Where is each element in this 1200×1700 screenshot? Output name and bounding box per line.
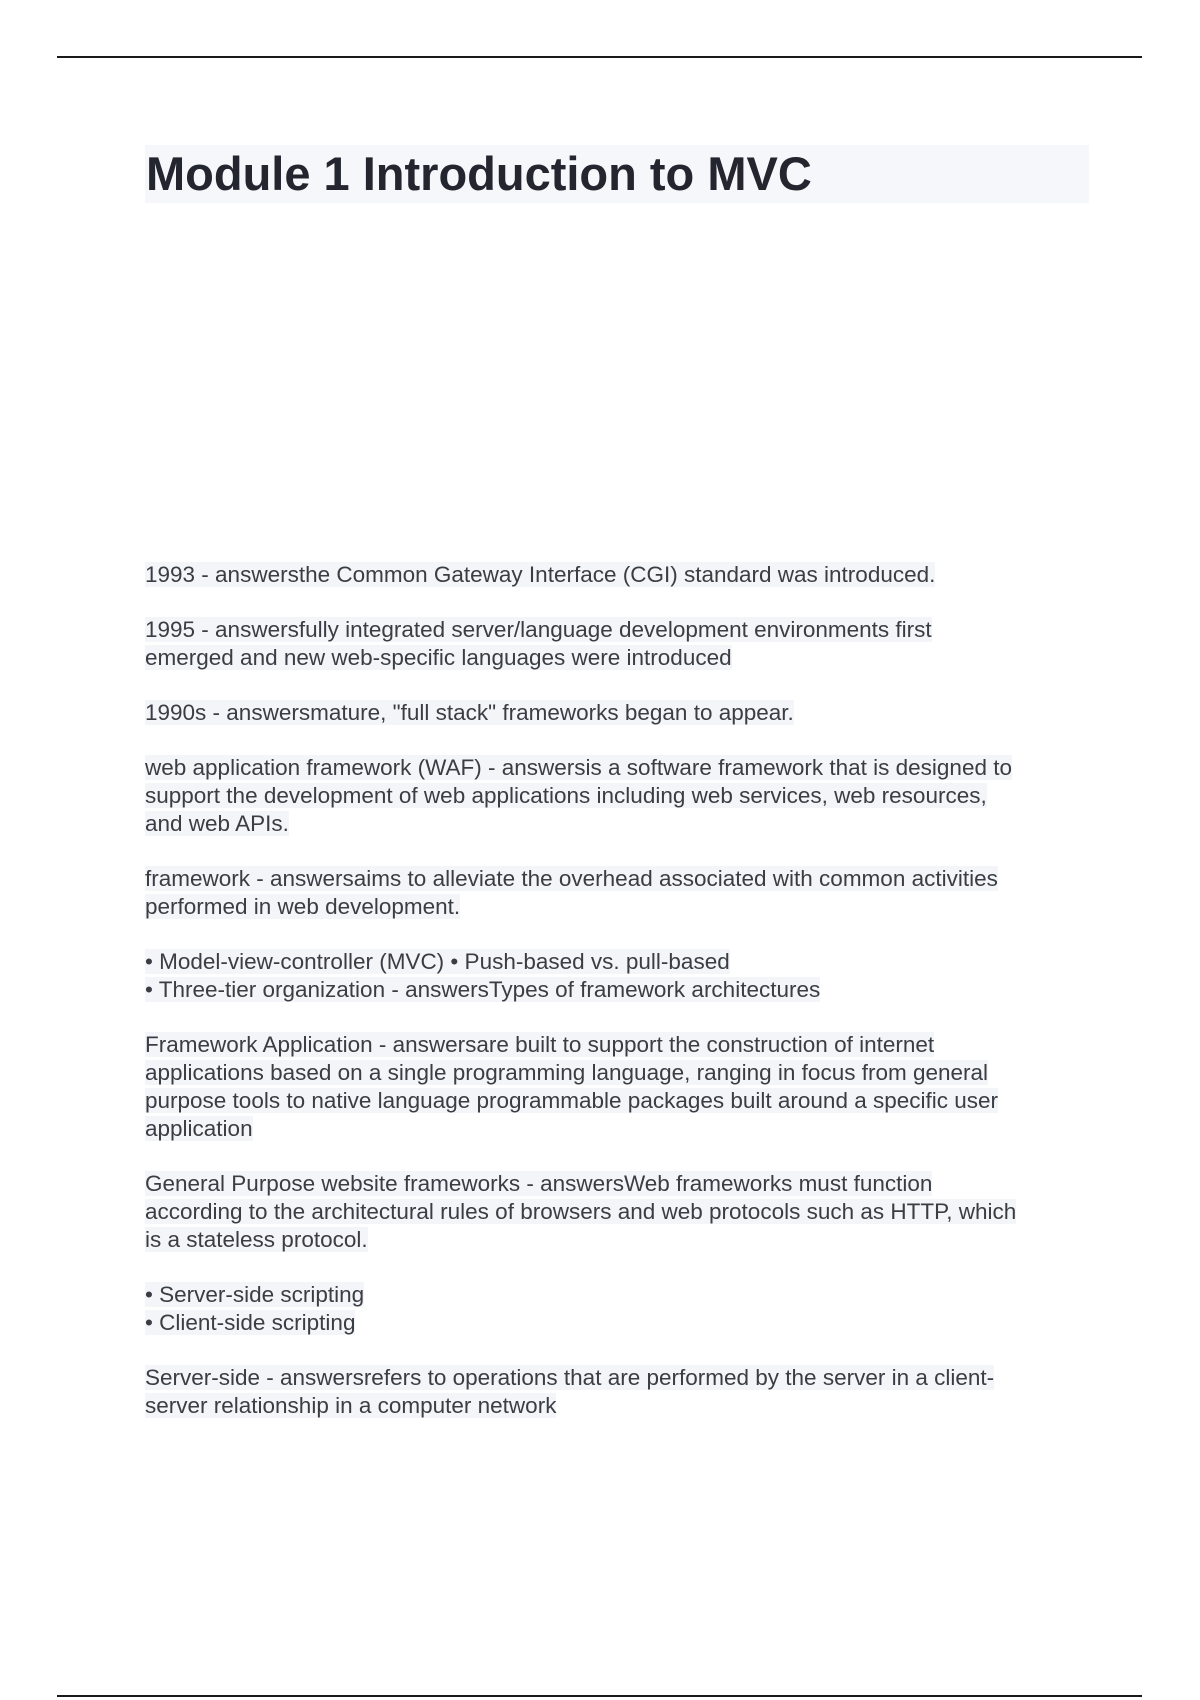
qa-entry-architectures: [145, 948, 1095, 1004]
entry-line: • Model-view-controller (MVC) • Push-based vs. pull-based: [145, 949, 730, 974]
qa-entry-1993: [145, 561, 1095, 589]
entry-line: framework - answersaims to alleviate the overhead associated with common activities: [145, 866, 998, 891]
document-title: Module 1 Introduction to MVC: [146, 147, 812, 200]
qa-entry-server-side: [145, 1364, 1095, 1420]
entry-line: server relationship in a computer network: [145, 1393, 557, 1418]
entry-line: Server-side - answersrefers to operations that are performed by the server in a client-: [145, 1365, 995, 1390]
entry-line: emerged and new web-specific languages were introduced: [145, 645, 732, 670]
entry-line: 1990s - answersmature, "full stack" frameworks began to appear.: [145, 700, 794, 725]
entry-line: applications based on a single programming language, ranging in focus from general: [145, 1060, 989, 1085]
qa-entry-scripting: [145, 1281, 1095, 1337]
entry-line: and web APIs.: [145, 811, 289, 836]
entry-line: • Server-side scripting: [145, 1282, 365, 1307]
top-rule: [57, 56, 1142, 58]
entry-line: 1995 - answersfully integrated server/language development environments first: [145, 617, 932, 642]
entry-line: 1993 - answersthe Common Gateway Interface (CGI) standard was introduced.: [145, 562, 936, 587]
entry-line: web application framework (WAF) - answersis a software framework that is designed to: [145, 755, 1012, 780]
entry-line: application: [145, 1116, 253, 1141]
entry-line: • Client-side scripting: [145, 1310, 356, 1335]
qa-entry-waf: [145, 754, 1095, 838]
qa-entry-framework-application: [145, 1031, 1095, 1143]
qa-entry-1990s: [145, 699, 1095, 727]
entry-line: performed in web development.: [145, 894, 461, 919]
entry-line: • Three-tier organization - answersTypes of framework architectures: [145, 977, 821, 1002]
qa-entry-general-purpose: [145, 1170, 1095, 1254]
entry-line: is a stateless protocol.: [145, 1227, 368, 1252]
qa-entry-1995: [145, 616, 1095, 672]
qa-entry-framework: [145, 865, 1095, 921]
entry-line: support the development of web applications including web services, web resources,: [145, 783, 987, 808]
entry-line: according to the architectural rules of browsers and web protocols such as HTTP, which: [145, 1199, 1017, 1224]
entry-line: General Purpose website frameworks - answersWeb frameworks must function: [145, 1171, 933, 1196]
entry-line: purpose tools to native language programmable packages built around a specific user: [145, 1088, 999, 1113]
qa-list: [145, 561, 1095, 1447]
entry-line: Framework Application - answersare built to support the construction of internet: [145, 1032, 935, 1057]
bottom-rule: [57, 1695, 1142, 1697]
